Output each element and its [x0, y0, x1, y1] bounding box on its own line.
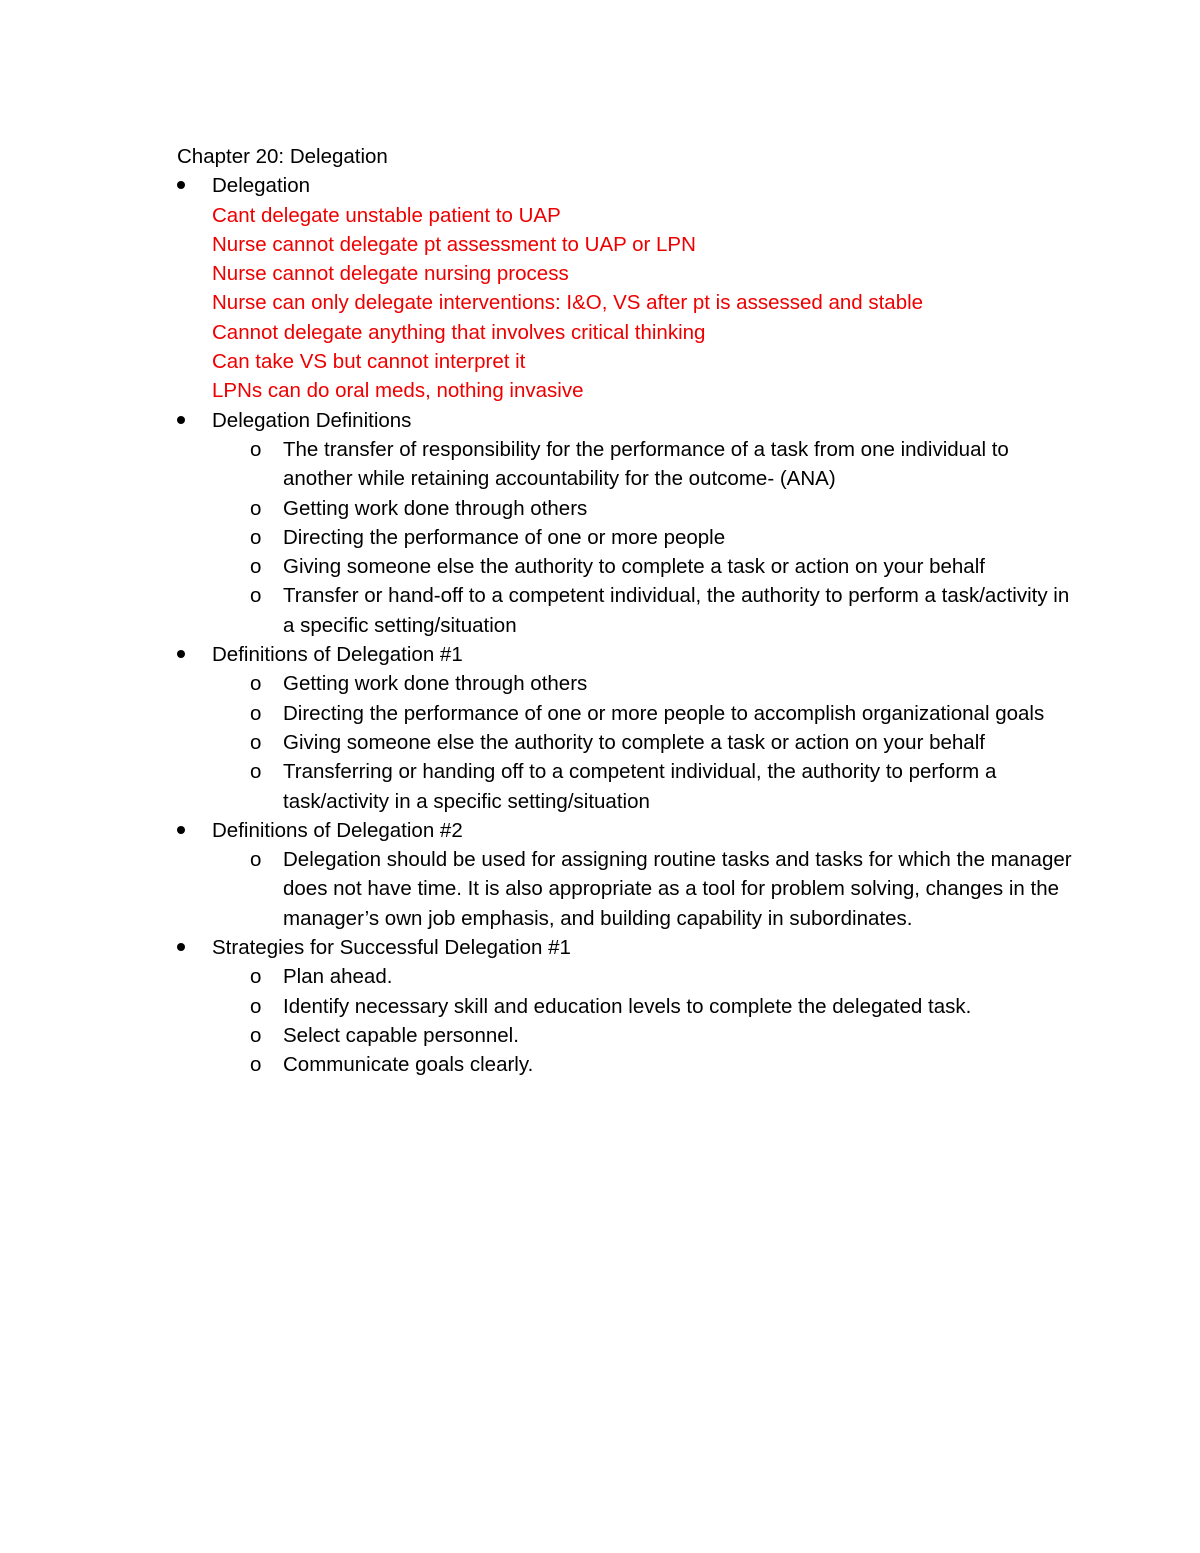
sub-list-item	[212, 845, 1077, 933]
red-note: Can take VS but cannot interpret it	[212, 350, 526, 374]
section-delegation-definitions	[177, 406, 1077, 640]
bullet-icon	[177, 826, 185, 834]
sub-list-item	[212, 523, 1077, 552]
sub-item-text: Directing the performance of one or more people	[283, 525, 726, 549]
sub-list-item	[212, 728, 1077, 757]
bullet-icon	[177, 650, 185, 658]
sub-list-item	[212, 494, 1077, 523]
red-note: Nurse can only delegate interventions: I&O, VS after pt is assessed and stable	[212, 291, 924, 315]
sub-list-item	[212, 552, 1077, 581]
main-bullet-list	[177, 171, 1077, 1079]
sub-item-text: Delegation should be used for assigning routine tasks and tasks for which the manager does not have time. It is also appropriate as a tool for problem solving, changes in the manager’s own job emphasis, and building capability in subordinates.	[283, 848, 1072, 930]
circle-bullet-icon: o	[250, 1023, 262, 1047]
sub-bullet-list	[212, 962, 1077, 1079]
sub-item-text: Select capable personnel.	[283, 1023, 519, 1047]
section-heading: Definitions of Delegation #1	[212, 643, 463, 667]
section-heading: Strategies for Successful Delegation #1	[212, 936, 571, 960]
sub-item-text: Identify necessary skill and education levels to complete the delegated task.	[283, 994, 972, 1018]
sub-list-item	[212, 699, 1077, 728]
sub-list-item	[212, 992, 1077, 1021]
sub-bullet-list	[212, 845, 1077, 933]
circle-bullet-icon: o	[250, 730, 262, 754]
circle-bullet-icon: o	[250, 555, 262, 579]
red-note: Nurse cannot delegate pt assessment to UAP or LPN	[212, 232, 696, 256]
document-content	[177, 142, 1077, 1080]
circle-bullet-icon: o	[250, 994, 262, 1018]
circle-bullet-icon: o	[250, 848, 262, 872]
sub-item-text: Communicate goals clearly.	[283, 1053, 534, 1077]
sub-list-item	[212, 435, 1077, 494]
circle-bullet-icon: o	[250, 437, 262, 461]
circle-bullet-icon: o	[250, 701, 262, 725]
section-delegation	[177, 171, 1077, 405]
circle-bullet-icon: o	[250, 1053, 262, 1077]
red-note: Cant delegate unstable patient to UAP	[212, 203, 561, 227]
sub-list-item	[212, 757, 1077, 816]
bullet-icon	[177, 181, 185, 189]
page-title: Chapter 20: Delegation	[177, 145, 388, 168]
sub-list-item	[212, 1021, 1077, 1050]
red-notes-list	[212, 201, 1077, 406]
sub-item-text: Transfer or hand-off to a competent individual, the authority to perform a task/activity in a specific setting/situation	[283, 584, 1070, 637]
sub-list-item	[212, 1050, 1077, 1079]
circle-bullet-icon: o	[250, 760, 262, 784]
circle-bullet-icon: o	[250, 672, 262, 696]
sub-item-text: Getting work done through others	[283, 672, 588, 696]
section-heading: Definitions of Delegation #2	[212, 818, 463, 842]
circle-bullet-icon: o	[250, 496, 262, 520]
sub-item-text: Plan ahead.	[283, 965, 393, 989]
section-definitions-1	[177, 640, 1077, 816]
circle-bullet-icon: o	[250, 965, 262, 989]
section-strategies-1	[177, 933, 1077, 1079]
sub-item-text: Giving someone else the authority to complete a task or action on your behalf	[283, 730, 985, 754]
sub-item-text: Giving someone else the authority to complete a task or action on your behalf	[283, 555, 985, 579]
section-heading: Delegation Definitions	[212, 408, 412, 432]
circle-bullet-icon: o	[250, 525, 262, 549]
sub-list-item	[212, 669, 1077, 698]
sub-bullet-list	[212, 669, 1077, 815]
sub-item-text: The transfer of responsibility for the performance of a task from one individual to another while retaining accountability for the outcome- (ANA)	[283, 437, 1009, 491]
red-note: Cannot delegate anything that involves critical thinking	[212, 320, 706, 344]
sub-item-text: Transferring or handing off to a competent individual, the authority to perform a task/activity in a specific setting/situation	[283, 760, 997, 813]
circle-bullet-icon: o	[250, 584, 262, 608]
bullet-icon	[177, 416, 185, 424]
red-note: LPNs can do oral meds, nothing invasive	[212, 379, 584, 403]
sub-item-text: Getting work done through others	[283, 496, 588, 520]
sub-bullet-list	[212, 435, 1077, 640]
sub-item-text: Directing the performance of one or more people to accomplish organizational goals	[283, 701, 1045, 725]
bullet-icon	[177, 943, 185, 951]
section-heading: Delegation	[212, 174, 311, 198]
red-note: Nurse cannot delegate nursing process	[212, 262, 569, 286]
section-definitions-2	[177, 816, 1077, 933]
sub-list-item	[212, 581, 1077, 640]
sub-list-item	[212, 962, 1077, 991]
